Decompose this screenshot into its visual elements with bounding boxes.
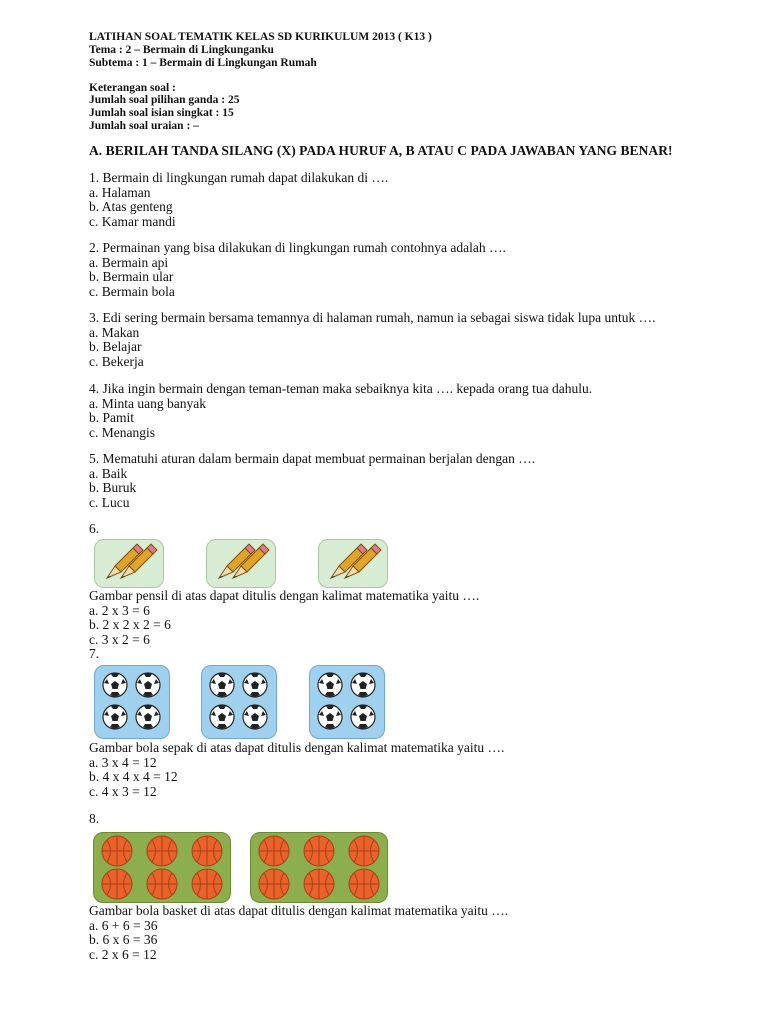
jumlah-pilihan-ganda: Jumlah soal pilihan ganda : 25: [89, 94, 240, 106]
answer-option-a[interactable]: a. 2 x 3 = 6: [89, 602, 150, 618]
question-text: 1. Bermain di lingkungan rumah dapat dilakukan di ….: [89, 170, 389, 185]
section-a-instruction: A. BERILAH TANDA SILANG (X) PADA HURUF A, B ATAU C PADA JAWABAN YANG BENAR!: [89, 143, 673, 158]
keterangan-label: Keterangan soal :: [89, 82, 176, 94]
soccer-ball-icon: [318, 705, 342, 729]
answer-option-b[interactable]: b. 2 x 2 x 2 = 6: [89, 617, 171, 633]
basketball-icon: [102, 836, 132, 866]
question-1: [89, 171, 388, 229]
answer-option-b[interactable]: b. 6 x 6 = 36: [89, 932, 158, 948]
basketball-icon: [147, 869, 177, 899]
soccer-picture-box-2: [201, 665, 277, 739]
jumlah-uraian: Jumlah soal uraian : –: [89, 120, 199, 132]
answer-option-c[interactable]: c. Bekerja: [89, 353, 144, 369]
answer-option-a[interactable]: a. Makan: [89, 324, 140, 340]
answer-option-a[interactable]: a. Baik: [89, 465, 128, 481]
question-text: 3. Edi sering bermain bersama temannya di halaman rumah, namun ia sebagai siswa tidak lupa untuk ….: [89, 310, 656, 325]
answer-option-b[interactable]: b. Bermain ular: [89, 269, 174, 285]
basketball-icon: [192, 869, 222, 899]
basketball-icon: [349, 836, 379, 866]
answer-option-a[interactable]: a. Halaman: [89, 184, 151, 200]
question-text: Gambar bola sepak di atas dapat ditulis dengan kalimat matematika yaitu ….: [89, 740, 505, 755]
answer-option-c[interactable]: c. 4 x 3 = 12: [89, 783, 157, 799]
answer-option-b[interactable]: b. Atas genteng: [89, 199, 173, 215]
answer-option-c[interactable]: c. 3 x 2 = 6: [89, 631, 150, 647]
basketball-picture-box-2: [250, 832, 388, 903]
question-6: [89, 589, 479, 647]
answer-option-c[interactable]: c. Bermain bola: [89, 283, 175, 299]
question-text: Gambar pensil di atas dapat ditulis dengan kalimat matematika yaitu ….: [89, 588, 480, 603]
answer-option-c[interactable]: c. Kamar mandi: [89, 213, 176, 229]
basketball-icon: [147, 836, 177, 866]
soccer-ball-icon: [318, 673, 342, 697]
soccer-ball-icon: [243, 705, 267, 729]
question-text: 2. Permainan yang bisa dilakukan di lingkungan rumah contohnya adalah ….: [89, 240, 506, 255]
answer-option-b[interactable]: b. 4 x 4 x 4 = 12: [89, 769, 178, 785]
soccer-picture-box-3: [309, 665, 385, 739]
question-8: [89, 904, 508, 962]
question-6-number: 6.: [89, 521, 100, 536]
jumlah-isian-singkat: Jumlah soal isian singkat : 15: [89, 107, 234, 119]
answer-option-c[interactable]: c. Menangis: [89, 424, 155, 440]
basketball-picture-box-1: [93, 832, 231, 903]
answer-option-b[interactable]: b. Buruk: [89, 480, 137, 496]
soccer-ball-icon: [210, 673, 234, 697]
pencil-picture-box-3: [318, 539, 388, 588]
question-4: [89, 382, 592, 440]
answer-option-a[interactable]: a. 6 + 6 = 36: [89, 917, 158, 933]
basketball-icon: [102, 869, 132, 899]
basketball-icon: [192, 836, 222, 866]
soccer-ball-icon: [243, 673, 267, 697]
question-7-number: 7.: [89, 646, 100, 661]
answer-option-c[interactable]: c. 2 x 6 = 12: [89, 946, 157, 962]
soccer-ball-icon: [351, 705, 375, 729]
question-text: Gambar bola basket di atas dapat ditulis dengan kalimat matematika yaitu ….: [89, 903, 509, 918]
question-7: [89, 741, 504, 799]
basketball-icon: [259, 836, 289, 866]
basketball-icon: [304, 869, 334, 899]
basketball-icon: [259, 869, 289, 899]
question-text: 4. Jika ingin bermain dengan teman-teman maka sebaiknya kita …. kepada orang tua dahulu.: [89, 381, 593, 396]
question-3: [89, 311, 655, 369]
subtema-line: Subtema : 1 – Bermain di Lingkungan Rumah: [89, 57, 317, 69]
answer-option-c[interactable]: c. Lucu: [89, 494, 130, 510]
basketball-icon: [304, 836, 334, 866]
soccer-ball-icon: [136, 705, 160, 729]
soccer-ball-icon: [103, 673, 127, 697]
answer-option-a[interactable]: a. Minta uang banyak: [89, 395, 206, 411]
answer-option-b[interactable]: b. Pamit: [89, 410, 135, 426]
pencil-picture-box-1: [94, 539, 164, 588]
worksheet-title: LATIHAN SOAL TEMATIK KELAS SD KURIKULUM 2013 ( K13 ): [89, 31, 432, 43]
answer-option-a[interactable]: a. Bermain api: [89, 254, 169, 270]
question-2: [89, 241, 506, 299]
tema-line: Tema : 2 – Bermain di Lingkunganku: [89, 44, 274, 56]
answer-option-b[interactable]: b. Belajar: [89, 339, 142, 355]
basketball-icon: [349, 869, 379, 899]
soccer-ball-icon: [136, 673, 160, 697]
pencil-picture-box-2: [206, 539, 276, 588]
answer-option-a[interactable]: a. 3 x 4 = 12: [89, 754, 157, 770]
question-text: 5. Mematuhi aturan dalam bermain dapat membuat permainan berjalan dengan ….: [89, 451, 536, 466]
soccer-picture-box-1: [94, 665, 170, 739]
soccer-ball-icon: [351, 673, 375, 697]
question-8-number: 8.: [89, 811, 100, 826]
soccer-ball-icon: [103, 705, 127, 729]
soccer-ball-icon: [210, 705, 234, 729]
question-5: [89, 452, 535, 510]
